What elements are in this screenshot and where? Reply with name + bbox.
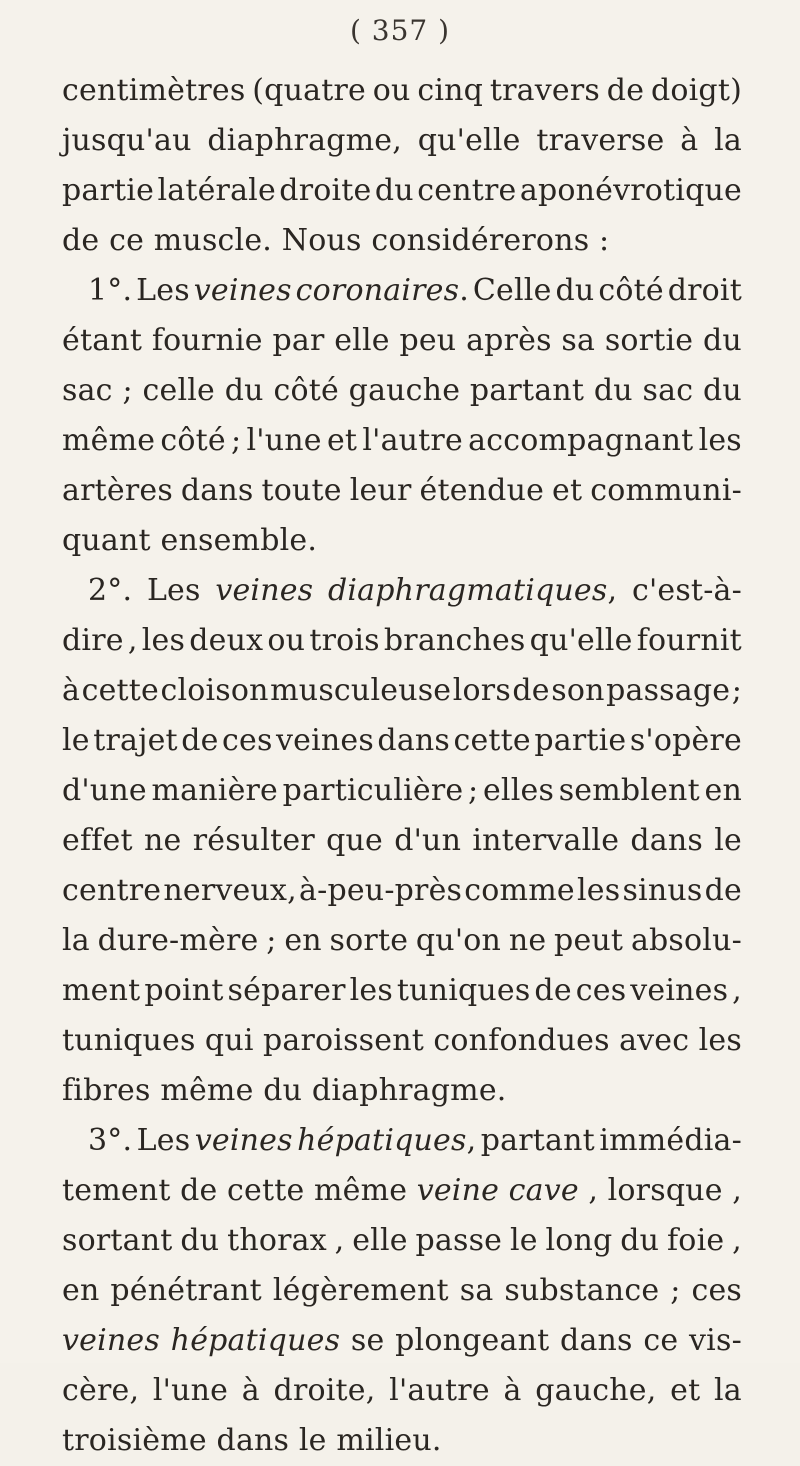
word: ces	[222, 723, 273, 758]
italic-term: veines	[193, 273, 292, 308]
word: par	[272, 323, 325, 358]
page-number: ( 357 )	[349, 14, 451, 47]
word: étant	[62, 323, 143, 358]
word: dans	[630, 823, 703, 858]
word: côté	[160, 423, 226, 458]
word: ,	[127, 623, 138, 658]
word: le	[509, 1223, 538, 1258]
text-line	[62, 1066, 742, 1116]
word: droite	[279, 173, 372, 208]
text-line	[62, 816, 742, 866]
word: dans	[180, 473, 254, 508]
word: légèrement	[272, 1273, 449, 1308]
word: (quatre	[252, 73, 366, 108]
word: côté	[598, 273, 664, 308]
word: ;	[467, 773, 479, 808]
word: vis-	[689, 1323, 742, 1358]
word: ne	[508, 923, 547, 958]
word: à-peu-près	[299, 873, 463, 908]
word: du	[374, 173, 414, 208]
word: artères	[62, 473, 173, 508]
word: ment	[62, 973, 141, 1008]
text-line	[62, 1316, 742, 1366]
word: particulière	[282, 773, 464, 808]
word: ,	[732, 973, 742, 1008]
text-line	[62, 316, 742, 366]
word: l'autre	[389, 1373, 490, 1408]
word: trajet	[93, 723, 178, 758]
word: trois	[309, 623, 380, 658]
word: l'autre	[362, 423, 463, 458]
word: dans	[377, 723, 451, 758]
word: les	[141, 623, 186, 658]
word: absolu-	[630, 923, 742, 958]
word: lorsque	[607, 1173, 723, 1208]
text-line	[62, 1166, 742, 1216]
word: ces	[575, 973, 627, 1008]
word: les	[698, 1023, 742, 1058]
word: c'est-à-	[631, 573, 742, 608]
text-run: quant ensemble.	[62, 523, 318, 558]
word: plongeant	[395, 1323, 550, 1358]
word: l'une	[246, 423, 322, 458]
text-line	[62, 666, 742, 716]
word: veines	[630, 973, 729, 1008]
text-line	[62, 516, 742, 566]
word: partant	[469, 373, 585, 408]
word	[328, 566, 617, 616]
word	[297, 1116, 476, 1166]
text-run: de ce muscle. Nous considérerons :	[62, 223, 610, 258]
word: les	[698, 423, 742, 458]
word: ;	[670, 1273, 681, 1308]
word: ;	[231, 423, 242, 458]
word: musculeuse	[270, 673, 452, 708]
word: immédia-	[599, 1123, 742, 1158]
word: le	[62, 723, 90, 758]
word: toute	[261, 473, 342, 508]
word: elle	[334, 323, 390, 358]
word: manière	[151, 773, 279, 808]
word: partie	[534, 723, 627, 758]
word: Celle	[472, 273, 552, 308]
word: cette	[453, 723, 531, 758]
italic-term: veines	[62, 1323, 160, 1358]
body-text	[62, 66, 742, 1466]
word: veines	[276, 723, 374, 758]
word: qui	[204, 1023, 254, 1058]
word: d'une	[62, 773, 147, 808]
italic-term: hépatiques	[170, 1323, 341, 1358]
word: qu'elle	[529, 623, 633, 658]
word: cette	[81, 673, 159, 708]
word: celle	[142, 373, 215, 408]
word: ;	[731, 673, 742, 708]
word: sa	[561, 323, 596, 358]
word: étendue	[419, 473, 545, 508]
text-line	[62, 1216, 742, 1266]
word: doigt)	[650, 73, 742, 108]
word: avec	[619, 1023, 690, 1058]
text-line	[62, 1116, 742, 1166]
text-line	[62, 1016, 742, 1066]
word	[296, 266, 469, 316]
word: sortie	[604, 323, 694, 358]
word: paroissent	[263, 1023, 425, 1058]
word: Les	[136, 273, 190, 308]
word: partant	[480, 1123, 595, 1158]
text-line	[62, 366, 742, 416]
word: comme	[464, 873, 575, 908]
word: sinus	[622, 873, 703, 908]
word: cère,	[62, 1373, 140, 1408]
word: nerveux,	[163, 873, 297, 908]
word: du	[702, 323, 742, 358]
word: point	[144, 973, 224, 1008]
word: Les	[136, 1123, 191, 1158]
word: de	[534, 973, 572, 1008]
word: latérale	[157, 173, 276, 208]
word: de	[704, 873, 742, 908]
word: du	[593, 373, 633, 408]
italic-term: coronaires	[295, 273, 460, 308]
word: du	[620, 1223, 660, 1258]
word: travers	[489, 73, 600, 108]
word: substance	[504, 1273, 660, 1308]
word: tement	[62, 1173, 171, 1208]
word: cette	[227, 1173, 305, 1208]
word: traverse	[536, 123, 665, 158]
word: se	[350, 1323, 385, 1358]
word: de	[606, 73, 645, 108]
word: tuniques	[62, 1023, 196, 1058]
word: aponévrotique	[519, 173, 742, 208]
word: et	[326, 423, 358, 458]
word: qu'elle	[417, 123, 521, 158]
word: elles	[482, 773, 555, 808]
word: ,	[732, 1223, 742, 1258]
word: à	[241, 1373, 260, 1408]
italic-term: veines	[215, 573, 314, 608]
word: confondues	[433, 1023, 610, 1058]
text-line	[62, 216, 742, 266]
text-line	[62, 766, 742, 816]
word: à	[503, 1373, 522, 1408]
word: du	[555, 273, 595, 308]
word: ;	[122, 373, 133, 408]
word: diaphragme,	[207, 123, 402, 158]
word: deux	[189, 623, 264, 658]
word: elle	[352, 1223, 408, 1258]
word: branches	[383, 623, 526, 658]
word: gauche,	[535, 1373, 657, 1408]
italic-term: veines	[194, 1123, 293, 1158]
word: d'un	[394, 823, 462, 858]
word: thorax	[227, 1223, 327, 1258]
word: passage	[606, 673, 731, 708]
word: cloison	[160, 673, 269, 708]
italic-term: veine	[416, 1173, 500, 1208]
word: passe	[415, 1223, 503, 1258]
word: cinq	[417, 73, 484, 108]
word: effet	[62, 823, 133, 858]
word: leur	[349, 473, 412, 508]
word: long	[545, 1223, 613, 1258]
word: fournit	[636, 623, 742, 658]
word: s'opère	[629, 723, 742, 758]
word: ,	[607, 573, 618, 608]
text-line	[62, 116, 742, 166]
word: accompagnant	[468, 423, 694, 458]
word: lors	[452, 673, 511, 708]
text-line	[62, 266, 742, 316]
text-line	[62, 1266, 742, 1316]
word: partie	[62, 173, 155, 208]
word: droit	[667, 273, 742, 308]
word: sac	[642, 373, 694, 408]
word: ,	[732, 1173, 742, 1208]
text-line	[62, 66, 742, 116]
text-line	[62, 1366, 742, 1416]
word: semblent	[558, 773, 700, 808]
word: les	[349, 973, 393, 1008]
word: ou	[372, 73, 411, 108]
word: la	[62, 923, 90, 958]
word: même	[62, 423, 156, 458]
word: l'une	[152, 1373, 229, 1408]
word: les	[576, 873, 621, 908]
text-line	[62, 616, 742, 666]
word: gauche	[348, 373, 461, 408]
word: 2°.	[88, 573, 133, 608]
word: et	[552, 473, 583, 508]
text-line	[62, 1416, 742, 1466]
word: ,	[334, 1223, 345, 1258]
word: jusqu'au	[62, 123, 192, 158]
text-line	[62, 716, 742, 766]
word: à	[62, 673, 81, 708]
word: ce	[643, 1323, 679, 1358]
word: du	[180, 1223, 220, 1258]
word: peut	[554, 923, 624, 958]
word: centimètres	[62, 73, 246, 108]
word: en	[284, 923, 322, 958]
text-line	[62, 966, 742, 1016]
word: séparer	[227, 973, 346, 1008]
word: à	[680, 123, 699, 158]
text-line	[62, 916, 742, 966]
word: ;	[266, 923, 277, 958]
text-line	[62, 416, 742, 466]
word: son	[551, 673, 605, 708]
word: ,	[588, 1173, 599, 1208]
word: ,	[466, 1123, 477, 1158]
word: dire	[62, 623, 124, 658]
word: en	[704, 773, 742, 808]
word: ne	[144, 823, 182, 858]
italic-term: hépatiques	[297, 1123, 467, 1158]
word: et	[670, 1373, 701, 1408]
word: côté	[273, 373, 339, 408]
word: en	[62, 1273, 100, 1308]
text-run: troisième dans le milieu.	[62, 1423, 442, 1458]
italic-term: diaphragmatiques	[327, 573, 608, 608]
word: dans	[560, 1323, 633, 1358]
word: tuniques	[396, 973, 531, 1008]
word: pénétrant	[110, 1273, 262, 1308]
word: après	[466, 323, 552, 358]
word: fournie	[151, 323, 263, 358]
word: 1°.	[88, 273, 133, 308]
word: de	[512, 673, 550, 708]
text-run: fibres même du diaphragme.	[62, 1073, 507, 1108]
italic-term: cave	[508, 1173, 579, 1208]
word: ces	[691, 1273, 742, 1308]
word: la	[714, 123, 742, 158]
text-line	[62, 166, 742, 216]
text-line	[62, 866, 742, 916]
word: communi-	[590, 473, 742, 508]
word: du	[224, 373, 264, 408]
word: centre	[62, 873, 162, 908]
word: sac	[62, 373, 113, 408]
word: la	[714, 1373, 742, 1408]
word: de	[180, 1173, 218, 1208]
word: peu	[399, 323, 457, 358]
word: sorte	[329, 923, 409, 958]
word: foie	[667, 1223, 725, 1258]
word: résulter	[192, 823, 315, 858]
word: sortant	[62, 1223, 173, 1258]
word: le	[714, 823, 742, 858]
word: sa	[459, 1273, 494, 1308]
word: qu'on	[415, 923, 502, 958]
word: de	[181, 723, 219, 758]
word: même	[313, 1173, 408, 1208]
text-line	[62, 466, 742, 516]
word: centre	[417, 173, 517, 208]
text-line	[62, 566, 742, 616]
word: Les	[146, 573, 201, 608]
word: ou	[267, 623, 306, 658]
word: 3°.	[88, 1123, 133, 1158]
word: du	[702, 373, 742, 408]
word: intervalle	[472, 823, 620, 858]
word: droite,	[273, 1373, 376, 1408]
word: dure-mère	[97, 923, 259, 958]
word: que	[326, 823, 383, 858]
word: .	[459, 273, 469, 308]
